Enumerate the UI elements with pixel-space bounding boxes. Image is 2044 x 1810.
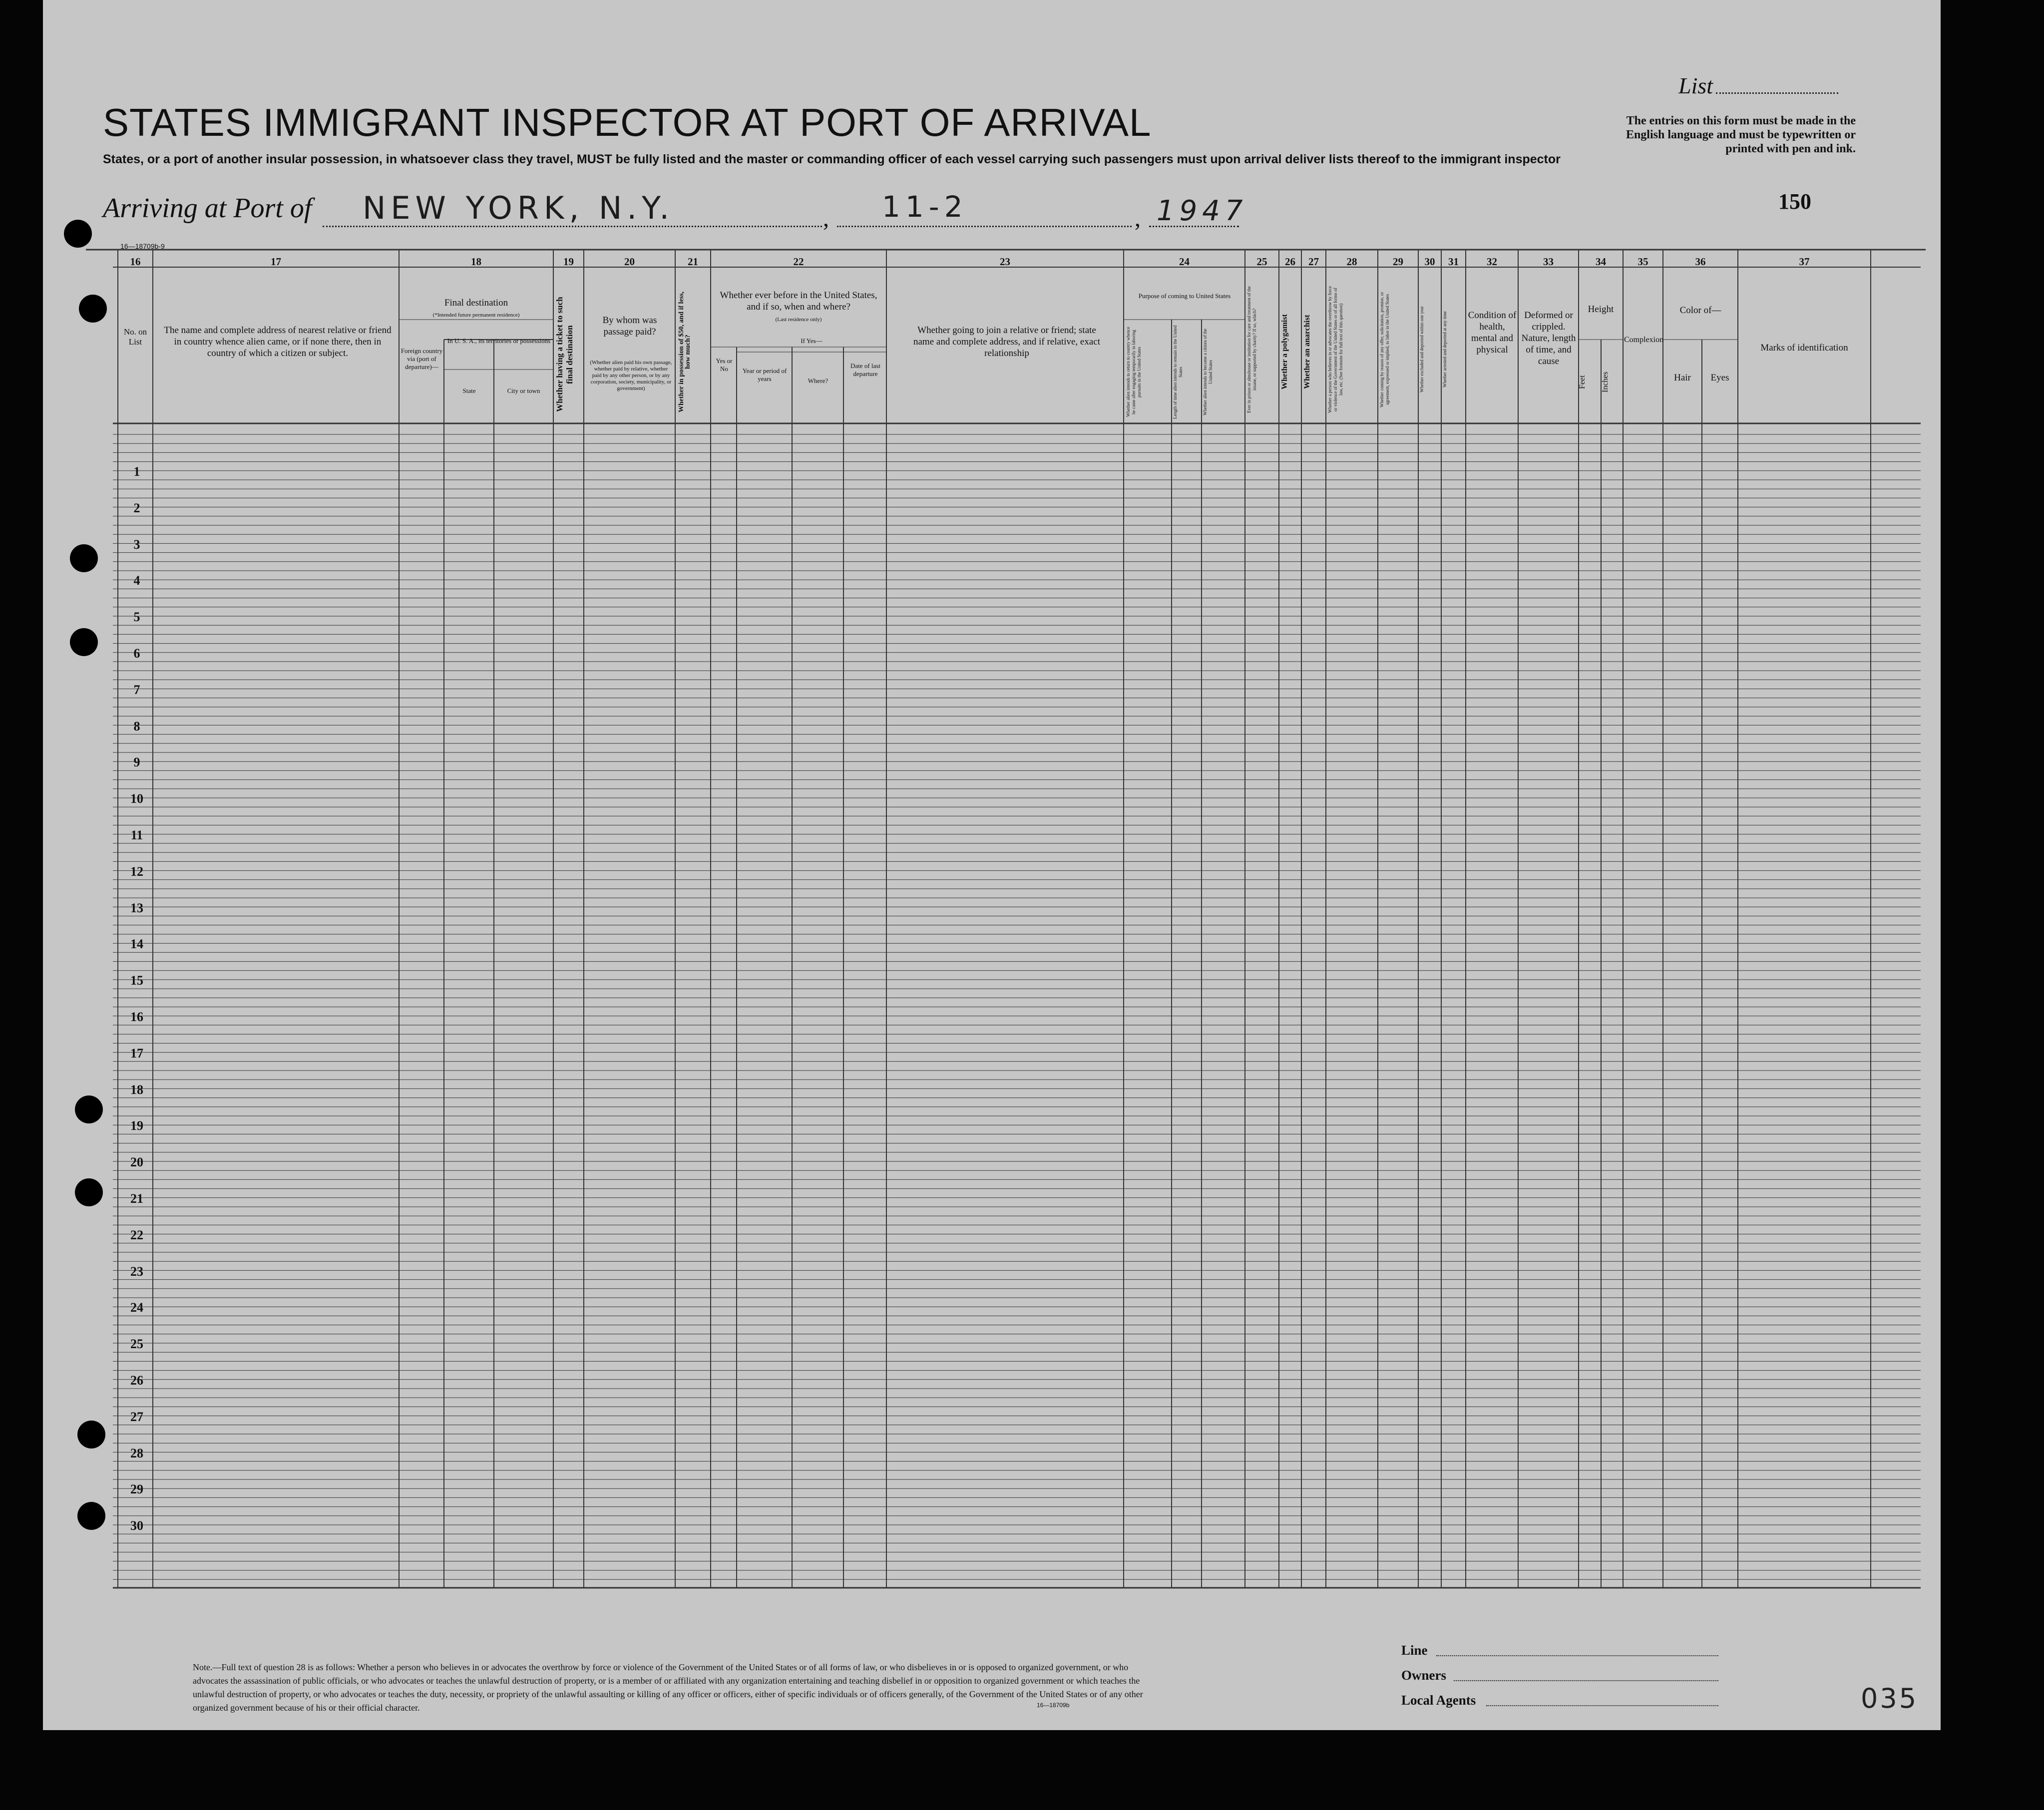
date-handwritten[interactable]: 11-2 xyxy=(882,190,968,224)
header-deformed: Deformed or crippled. Nature, length of time, and cause xyxy=(1521,310,1576,366)
row-number-30: 30 xyxy=(130,1518,143,1533)
column-number-34: 34 xyxy=(1596,256,1606,268)
header-arrested: Whether arrested and deported at any time xyxy=(1442,311,1447,388)
header-final-destination-note: (*Intended future permanent residence) xyxy=(432,312,520,318)
header-inches: Inches xyxy=(1601,371,1610,392)
footer-code: 16—18709b xyxy=(1037,1702,1070,1709)
column-number-33: 33 xyxy=(1543,256,1554,268)
header-eyes: Eyes xyxy=(1710,372,1729,383)
header-become-citizen: Whether alien intends to become a citizen of the United States xyxy=(1203,329,1213,415)
form-title: STATES IMMIGRANT INSPECTOR AT PORT OF ARRIVAL xyxy=(103,100,1152,144)
row-number-19: 19 xyxy=(130,1118,143,1133)
header-complexion: Complexion xyxy=(1624,336,1664,344)
line-entry[interactable] xyxy=(1436,1655,1718,1656)
header-state: State xyxy=(462,387,476,394)
column-number-26: 26 xyxy=(1285,256,1295,268)
column-number-23: 23 xyxy=(1000,256,1010,268)
header-join-relative: Whether going to join a relative or friend; state name and complete address, and if relative, exact relationship xyxy=(913,325,1101,359)
row-number-8: 8 xyxy=(133,719,140,733)
header-ticket: Whether having a ticket to such final destination xyxy=(555,297,574,412)
year-handwritten[interactable]: 1947 xyxy=(1157,195,1248,227)
header-feet: Feet xyxy=(1578,375,1587,389)
form-sheet xyxy=(43,0,1941,1730)
row-number-4: 4 xyxy=(133,573,140,588)
header-no-on-list: No. on List xyxy=(123,327,147,347)
header-health: Condition of health, mental and physical xyxy=(1468,310,1517,355)
header-period: Year or period of years xyxy=(742,367,787,382)
row-number-26: 26 xyxy=(130,1373,143,1388)
header-yes-no: Yes or No xyxy=(716,357,733,372)
stamp-number: 035 xyxy=(1861,1683,1919,1714)
owners-entry[interactable] xyxy=(1454,1680,1718,1681)
row-number-27: 27 xyxy=(130,1409,143,1424)
header-hair: Hair xyxy=(1674,372,1691,383)
binder-hole xyxy=(70,544,98,572)
column-number-24: 24 xyxy=(1179,256,1190,268)
row-number-24: 24 xyxy=(130,1300,143,1315)
header-foreign-country: Foreign country via (port of departure)— xyxy=(401,347,443,370)
header-labor-offer: Whether coming by reason of any offer, solicitation, promise, or agreement, expressed or implied, to labor in the United States xyxy=(1379,292,1390,407)
row-number-1: 1 xyxy=(133,464,140,479)
line-label: Line xyxy=(1401,1643,1428,1658)
binder-hole xyxy=(70,628,98,656)
row-number-14: 14 xyxy=(130,937,143,952)
header-last-departure: Date of last departure xyxy=(850,362,880,377)
column-headers xyxy=(43,0,1941,1730)
row-number-16: 16 xyxy=(130,1010,143,1024)
arrival-label: Arriving at Port of xyxy=(103,193,312,224)
form-subtitle: States, or a port of another insular possession, in whatsoever class they travel, MUST be fully listed and the master or commanding officer of each vessel carrying such passengers must upon arrival deliver lists thereof to the immigrant inspector xyxy=(103,152,1561,166)
page-number: 150 xyxy=(1778,189,1811,214)
binder-hole xyxy=(79,295,107,323)
column-number-17: 17 xyxy=(271,256,281,268)
column-number-27: 27 xyxy=(1308,256,1319,268)
row-number-22: 22 xyxy=(130,1227,143,1242)
header-passage-note: (Whether alien paid his own passage, whether paid by relative, whether paid by any other person, or by any corporation, society, municipality, or government) xyxy=(590,360,672,391)
agents-label: Local Agents xyxy=(1401,1693,1476,1708)
footer-fields xyxy=(1401,1638,1476,1713)
header-relative-address: The name and complete address of nearest relative or friend in country whence alien came, or if none there, then in country of which a citizen or subject. xyxy=(164,325,392,359)
row-number-5: 5 xyxy=(133,610,140,625)
header-last-residence: (Last residence only) xyxy=(775,317,822,323)
header-prison: Ever in prison or almshouse or institution for care and treatment of the insane, or supported by charity? If so, which? xyxy=(1246,286,1257,413)
header-height: Height xyxy=(1588,304,1614,315)
row-number-15: 15 xyxy=(130,973,143,988)
row-number-18: 18 xyxy=(130,1082,143,1097)
header-fifty-dollars: Whether in possession of $50, and if less, how much? xyxy=(678,291,692,413)
agents-entry[interactable] xyxy=(1486,1705,1718,1706)
column-number-28: 28 xyxy=(1346,256,1357,268)
header-length-of-stay: Length of time alien intends to remain in the United States xyxy=(1173,325,1183,419)
header-color-of: Color of— xyxy=(1679,305,1721,316)
column-number-19: 19 xyxy=(563,256,574,268)
binder-hole xyxy=(77,1421,105,1448)
binder-hole xyxy=(75,1095,103,1123)
owners-label: Owners xyxy=(1401,1668,1446,1683)
column-number-31: 31 xyxy=(1448,256,1459,268)
owners-field[interactable] xyxy=(1401,1663,1476,1688)
header-ever-before: Whether ever before in the United States, and if so, when and where? xyxy=(720,290,877,312)
row-number-23: 23 xyxy=(130,1264,143,1279)
row-number-17: 17 xyxy=(130,1046,143,1061)
form-code: 16—18709b-9 xyxy=(120,242,165,250)
header-marks-identification: Marks of identification xyxy=(1760,343,1848,353)
header-anarchist: Whether an anarchist xyxy=(1303,315,1311,389)
header-excluded: Whether excluded and deported within one year xyxy=(1419,306,1424,393)
row-number-12: 12 xyxy=(130,864,143,879)
header-if-yes: If Yes— xyxy=(801,337,822,345)
column-number-32: 32 xyxy=(1487,256,1497,268)
header-city: City or town xyxy=(507,387,540,394)
header-return-intent: Whether alien intends to return to country whence he came after engaging temporarily in laboring pursuits in the United States xyxy=(1126,327,1142,417)
row-number-11: 11 xyxy=(130,828,143,842)
column-number-30: 30 xyxy=(1424,256,1435,268)
comma-2: , xyxy=(1135,205,1141,232)
column-number-29: 29 xyxy=(1393,256,1403,268)
column-number-20: 20 xyxy=(624,256,635,268)
agents-field[interactable] xyxy=(1401,1688,1476,1713)
port-handwritten[interactable]: NEW YORK, N.Y. xyxy=(363,190,675,226)
header-question-28: Whether a person who believes in or advocates the overthrow by force or violence of the Government of the United States or of all forms of law, etc. (See footnote for full text of this question) xyxy=(1327,286,1343,413)
row-number-3: 3 xyxy=(133,537,140,552)
row-number-9: 9 xyxy=(133,755,140,770)
row-number-6: 6 xyxy=(133,646,140,661)
binder-hole xyxy=(77,1502,105,1530)
footnote-question-28: Note.—Full text of question 28 is as follows: Whether a person who believes in or advocates the overthrow by force or violence of the Government of the United States or of all forms of law, or who disbelieves in or is opposed to organized government, or who advocates the assassination of public officials, or who advocates or teaches the unlawful destruction of property, or is a member of or affiliated with any organization entertaining and teaching disbelief in or opposition to organized government or which teaches the unlawful destruction of property, or who advocates or teaches the duty, necessity, or propriety of the unlawful assaulting or killing of any officer or officers, either of specific individuals or of officers generally, of the Government of the United States or of any other organized government because of his or their official character. xyxy=(193,1662,1143,1713)
row-number-10: 10 xyxy=(130,791,143,806)
line-field[interactable] xyxy=(1401,1638,1476,1663)
column-number-16: 16 xyxy=(130,256,141,268)
column-number-22: 22 xyxy=(793,256,804,268)
binder-hole xyxy=(64,220,92,248)
column-number-25: 25 xyxy=(1256,256,1267,268)
row-number-13: 13 xyxy=(130,900,143,915)
header-final-destination: Final destination xyxy=(444,298,508,308)
list-label: List xyxy=(1678,73,1713,98)
header-polygamist: Whether a polygamist xyxy=(1280,314,1289,390)
instruction-note: The entries on this form must be made in the English language and must be typewritten or printed with pen and ink. xyxy=(1626,114,1856,155)
row-number-20: 20 xyxy=(130,1155,143,1170)
header-where: Where? xyxy=(808,377,828,384)
row-number-7: 7 xyxy=(133,682,140,697)
column-number-37: 37 xyxy=(1799,256,1810,268)
header-passage-paid: By whom was passage paid? xyxy=(602,315,657,337)
column-number-36: 36 xyxy=(1695,256,1706,268)
header-in-usa: In U. S. A., its territories or possessions xyxy=(447,337,551,345)
binder-hole xyxy=(75,1178,103,1206)
header-purpose: Purpose of coming to United States xyxy=(1138,292,1231,300)
column-number-18: 18 xyxy=(471,256,481,268)
column-number-35: 35 xyxy=(1637,256,1648,268)
row-number-28: 28 xyxy=(130,1446,143,1460)
comma-1: , xyxy=(823,205,829,232)
row-number-29: 29 xyxy=(130,1482,143,1497)
row-number-21: 21 xyxy=(130,1191,143,1206)
column-number-21: 21 xyxy=(688,256,698,268)
row-number-2: 2 xyxy=(133,500,140,515)
row-number-25: 25 xyxy=(130,1337,143,1352)
